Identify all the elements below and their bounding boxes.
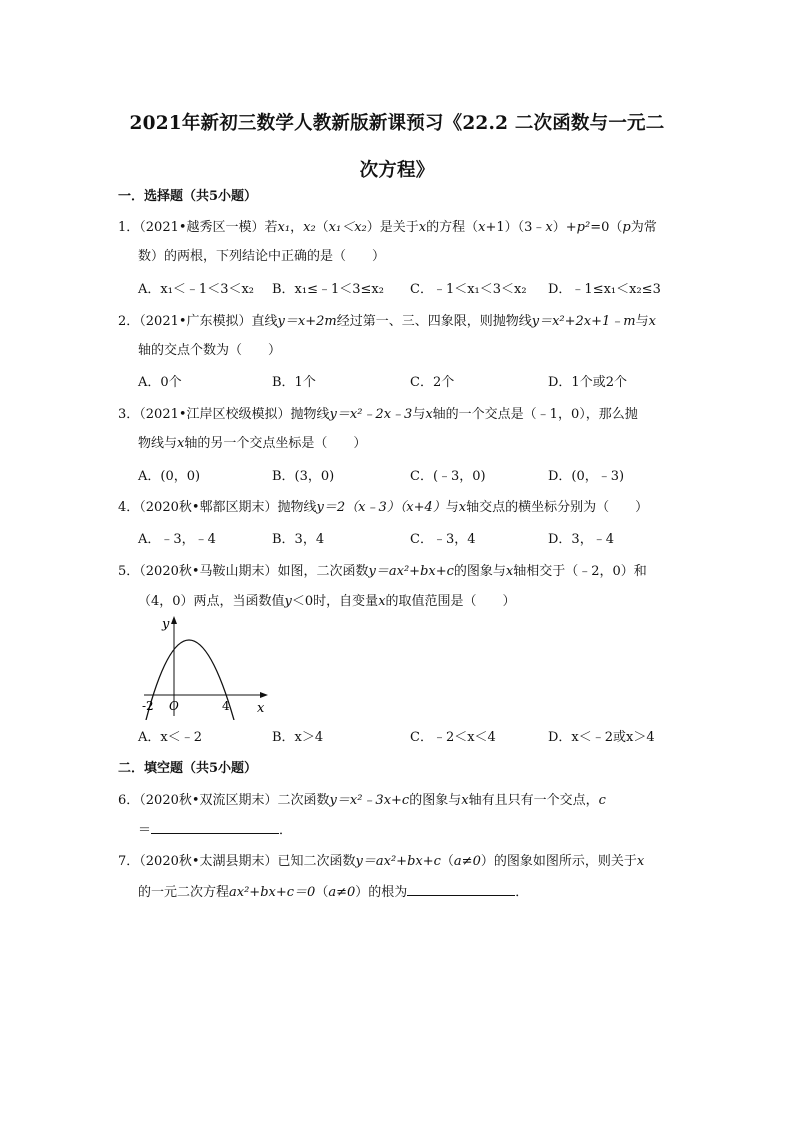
- parabola-curve: [146, 640, 234, 720]
- section-heading-choice: 一．选择题（共5小题）: [118, 189, 258, 204]
- q2-option-b[interactable]: B．1个: [272, 375, 316, 390]
- question-2-line-2: 轴的交点个数为（ ）: [138, 343, 282, 358]
- q4-option-b[interactable]: B．3，4: [272, 532, 325, 547]
- title-line-2: 次方程》: [359, 160, 435, 181]
- q1-option-c[interactable]: C．﹣1＜x₁＜3＜x₂: [410, 282, 527, 297]
- q1-option-b[interactable]: B．x₁≤﹣1＜3≤x₂: [272, 282, 384, 297]
- x-axis-label: x: [257, 701, 265, 716]
- q3-option-c[interactable]: C．(﹣3，0): [410, 469, 486, 484]
- q3-option-d[interactable]: D．(0，﹣3): [548, 469, 625, 484]
- left-root-label: -2: [142, 699, 154, 713]
- question-6-line-1: 6．（2020秋•双流区期末）二次函数y＝x²﹣3x+c的图象与x轴有且只有一个交点，c: [118, 793, 606, 808]
- x-axis-arrow: [260, 692, 268, 698]
- q4-option-d[interactable]: D．3，﹣4: [548, 532, 614, 547]
- page-title: [110, 100, 684, 194]
- q2-option-c[interactable]: C．2个: [410, 375, 455, 390]
- question-1-line-2: 数）的两根，下列结论中正确的是（ ）: [138, 249, 386, 264]
- question-7-line-2: 的一元二次方程ax²+bx+c＝0（a≠0）的根为 ．: [138, 882, 528, 903]
- question-5-line-1: 5．（2020秋•马鞍山期末）如图，二次函数y＝ax²+bx+c的图象与x轴相交于（﹣2，0）和: [118, 564, 647, 579]
- right-root-label: 4: [222, 699, 230, 713]
- parabola-graph: [138, 612, 273, 720]
- q5-option-c[interactable]: C．﹣2＜x＜4: [410, 730, 496, 745]
- section-heading-fill: 二．填空题（共5小题）: [118, 761, 258, 776]
- title-line-1: 2021年新初三数学人教新版新课预习《22.2 二次函数与一元二: [129, 113, 665, 134]
- q4-option-a[interactable]: A．﹣3，﹣4: [138, 532, 216, 547]
- question-7-line-1: 7．（2020秋•太湖县期末）已知二次函数y＝ax²+bx+c（a≠0）的图象如图所示，则关于x: [118, 854, 645, 869]
- y-axis-arrow: [171, 616, 177, 624]
- q5-option-a[interactable]: A．x＜﹣2: [138, 730, 202, 745]
- q1-option-a[interactable]: A．x₁＜﹣1＜3＜x₂: [138, 282, 255, 297]
- question-4-line-1: 4．（2020秋•郫都区期末）抛物线y＝2（x﹣3）（x+4）与x轴交点的横坐标分别为（ ）: [118, 500, 649, 515]
- q6-answer-blank[interactable]: [151, 820, 279, 834]
- q7-answer-blank[interactable]: [407, 882, 515, 896]
- q3-option-a[interactable]: A．(0，0): [138, 469, 201, 484]
- question-1-line-1: 1．（2021•越秀区一模）若x₁，x₂（x₁＜x₂）是关于x的方程（x+1）（3﹣x）+p²=0（p为常: [118, 220, 657, 235]
- question-6-line-2: ＝ ．: [138, 820, 292, 841]
- q3-option-b[interactable]: B．(3，0): [272, 469, 335, 484]
- q1-option-d[interactable]: D．﹣1≤x₁＜x₂≤3: [548, 282, 661, 297]
- question-3-line-2: 物线与x轴的另一个交点坐标是（ ）: [138, 436, 367, 451]
- q4-option-c[interactable]: C．﹣3，4: [410, 532, 476, 547]
- y-axis-label: y: [162, 617, 170, 632]
- q2-option-d[interactable]: D．1个或2个: [548, 375, 627, 390]
- question-3-line-1: 3．（2021•江岸区校级模拟）抛物线y＝x²﹣2x﹣3与x轴的一个交点是（﹣1，0），那么抛: [118, 407, 638, 422]
- q5-option-d[interactable]: D．x＜﹣2或x＞4: [548, 730, 655, 745]
- question-5-line-2: （4，0）两点，当函数值y＜0时，自变量x的取值范围是（ ）: [138, 594, 516, 609]
- q2-option-a[interactable]: A．0个: [138, 375, 182, 390]
- question-2-line-1: 2．（2021•广东模拟）直线y＝x+2m经过第一、三、四象限，则抛物线y＝x²+2x+1﹣m与x: [118, 314, 656, 329]
- q5-option-b[interactable]: B．x＞4: [272, 730, 324, 745]
- origin-label: O: [169, 699, 179, 713]
